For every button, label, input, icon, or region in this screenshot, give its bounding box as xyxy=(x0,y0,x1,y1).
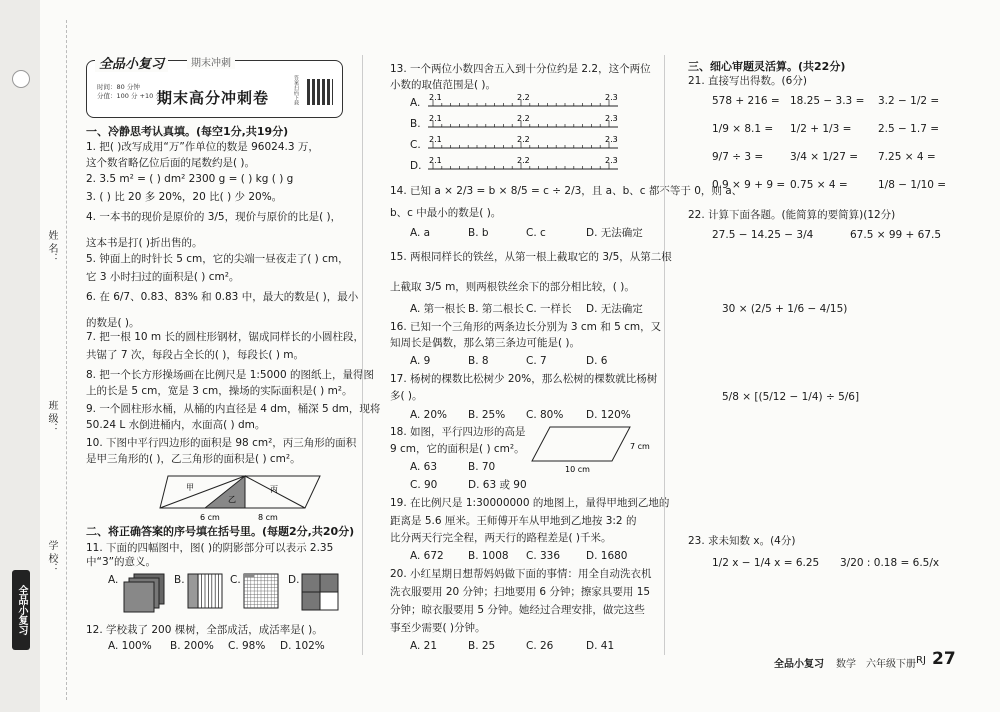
q23-eq-1: 1/2 x − 1/4 x = 6.25 xyxy=(712,557,820,569)
q13-number-line xyxy=(428,113,628,131)
section-1-line: 6. 在 6/7、0.83̇、83% 和 0.83̇ 中，最大的数是( )，最小 xyxy=(86,291,359,303)
q22-expr-4: 5/8 × [(5/12 − 1/4) ÷ 5/6] xyxy=(722,391,860,403)
q13-tick-label: 2.3 xyxy=(605,93,618,102)
q14-line-1: 14. 已知 a × 2/3 = b × 8/5 = c ÷ 2/3，且 a、b、c 都不等于 0，则 a、 xyxy=(390,185,743,197)
q13-tick-label: 2.2 xyxy=(517,135,530,144)
q23-stem: 23. 求未知数 x。(4分) xyxy=(688,535,796,547)
q18-parallelogram xyxy=(532,427,630,461)
q21-item: 1/2 + 1/3 = xyxy=(790,123,852,135)
q16-option[interactable]: A. 9 xyxy=(410,355,431,367)
section-1-line: 它 3 小时扫过的面积是( ) cm²。 xyxy=(86,271,240,283)
q12-option-b[interactable]: B. 200% xyxy=(170,640,214,652)
qr-code-icon[interactable] xyxy=(307,79,333,105)
qr-label: 答案扫码下载 xyxy=(293,75,299,105)
q14-option[interactable]: C. c xyxy=(526,227,546,239)
q16-line-1: 16. 已知一个三角形的两条边长分别为 3 cm 和 5 cm，又 xyxy=(390,321,662,333)
section-1-line: 2. 3.5 m² = ( ) dm² 2300 g = ( ) kg ( ) g xyxy=(86,173,294,185)
q19-option[interactable]: D. 1680 xyxy=(586,550,628,562)
q22-expr-2: 67.5 × 99 + 67.5 xyxy=(850,229,942,241)
q15-option[interactable]: C. 一样长 xyxy=(526,303,572,315)
q18-option[interactable]: C. 90 xyxy=(410,479,438,491)
q20-option[interactable]: B. 25 xyxy=(468,640,496,652)
school-label: 学 校： xyxy=(46,540,57,574)
q17-option[interactable]: B. 25% xyxy=(468,409,506,421)
q10-label-bing: 丙 xyxy=(270,485,278,494)
q13-number-line xyxy=(428,92,628,110)
q13-tick-label: 2.1 xyxy=(429,135,442,144)
q13-tick-label: 2.2 xyxy=(517,156,530,165)
header-subtitle: 期末冲刺 xyxy=(187,54,235,69)
q13-option-label[interactable]: A. xyxy=(410,97,421,109)
q20-option[interactable]: A. 21 xyxy=(410,640,438,652)
q12-option-d[interactable]: D. 102% xyxy=(280,640,325,652)
q10-label-yi: 乙 xyxy=(228,495,236,504)
q16-option[interactable]: B. 8 xyxy=(468,355,489,367)
q14-line-2: b、c 中最小的数是( )。 xyxy=(390,207,502,219)
q21-item: 578 + 216 = xyxy=(712,95,780,107)
q21-stem: 21. 直接写出得数。(6分) xyxy=(688,75,807,87)
footer-grade: 六年级下册 xyxy=(866,659,916,670)
q20-option[interactable]: C. 26 xyxy=(526,640,554,652)
section-1-line: 50.24 L 水倒进桶内，水面高( ) dm。 xyxy=(86,419,266,431)
binding-strip xyxy=(0,0,40,712)
name-label: 姓 名： xyxy=(46,230,57,264)
q22-expr-1: 27.5 − 14.25 − 3/4 xyxy=(712,229,814,241)
header-meta xyxy=(97,83,162,101)
section-3-title: 三、细心审题灵活算。(共22分) xyxy=(688,60,846,73)
q13-tick-label: 2.2 xyxy=(517,114,530,123)
q11-line-2: 中“3”的意义。 xyxy=(86,556,157,568)
q20-line-2: 洗衣服要用 20 分钟；扫地要用 6 分钟；擦家具要用 15 xyxy=(390,586,651,598)
q16-option[interactable]: D. 6 xyxy=(586,355,608,367)
q13-tick-label: 2.1 xyxy=(429,156,442,165)
footer-brand: 全品小复习 xyxy=(774,659,824,670)
q13-tick-label: 2.3 xyxy=(605,156,618,165)
exam-title: 期末高分冲刺卷 xyxy=(157,89,270,107)
q21-item: 9/7 ÷ 3 = xyxy=(712,151,764,163)
q17-option[interactable]: D. 120% xyxy=(586,409,631,421)
q10-figure xyxy=(160,468,330,524)
footer-subject: 数学 xyxy=(836,659,856,670)
q10-len-2: 8 cm xyxy=(258,513,278,522)
q21-item: 3.2 − 1/2 = xyxy=(878,95,940,107)
section-1-line: 3. ( ) 比 20 多 20%，20 比( ) 少 20%。 xyxy=(86,191,283,203)
section-1-line: 4. 一本书的现价是原价的 3/5，现价与原价的比是( )， xyxy=(86,211,342,223)
q21-item: 0.75 × 4 = xyxy=(790,179,848,191)
q15-line-2: 上截取 3/5 m，则两根铁丝余下的部分相比较，( )。 xyxy=(390,281,635,293)
section-1-line: 7. 把一根 10 m 长的圆柱形钢材，锯成同样长的小圆柱段， xyxy=(86,331,364,343)
q17-line-1: 17. 杨树的棵数比松树少 20%，那么松树的棵数就比杨树 xyxy=(390,373,658,385)
q23-eq-2: 3/20 : 0.18 = 6.5/x xyxy=(840,557,940,569)
side-logo: 全品小复习 xyxy=(12,570,30,650)
q16-line-2: 知周长是偶数，那么第三条边可能是( )。 xyxy=(390,337,581,349)
q19-option[interactable]: C. 336 xyxy=(526,550,561,562)
exam-header xyxy=(86,57,343,118)
q11-figure-a xyxy=(124,574,168,614)
section-1-line: 这本书是打( )折出售的。 xyxy=(86,237,203,249)
q19-line-1: 19. 在比例尺是 1:30000000 的地图上，量得甲地到乙地的 xyxy=(390,497,670,509)
q21-item: 0.9 × 9 + 9 = xyxy=(712,179,786,191)
q11-option-d[interactable]: D. xyxy=(288,574,300,586)
exam-time: 时间：80 分钟 xyxy=(97,83,140,91)
q18-option[interactable]: B. 70 xyxy=(468,461,496,473)
q15-option[interactable]: A. 第一根长 xyxy=(410,303,466,315)
cut-line xyxy=(66,20,67,700)
section-1-line: 是甲三角形的( )，乙三角形的面积是( ) cm²。 xyxy=(86,453,301,465)
section-1-line: 9. 一个圆柱形水桶，从桶的内直径是 4 dm，桶深 5 dm，现将 xyxy=(86,403,381,415)
q13-number-line xyxy=(428,134,628,152)
page-number: 27 xyxy=(932,649,956,669)
q18-side-label: 7 cm xyxy=(630,442,650,451)
q15-line-1: 15. 两根同样长的铁丝，从第一根上截取它的 3/5，从第二根 xyxy=(390,251,672,263)
q13-line-2: 小数的取值范围是( )。 xyxy=(390,79,497,91)
section-1-line: 5. 钟面上的时针长 5 cm，它的尖端一昼夜走了( ) cm， xyxy=(86,253,349,265)
q12-option-c[interactable]: C. 98% xyxy=(228,640,266,652)
q12-stem: 12. 学校栽了 200 棵树，全部成活，成活率是( )。 xyxy=(86,624,323,636)
q19-option[interactable]: B. 1008 xyxy=(468,550,509,562)
section-1-line: 8. 把一个长方形操场画在比例尺是 1:5000 的图纸上，量得图 xyxy=(86,369,374,381)
q20-line-4: 事至少需要( )分钟。 xyxy=(390,622,486,634)
q11b-shaded xyxy=(188,574,198,608)
binding-hole-icon xyxy=(12,70,30,88)
column-divider-2 xyxy=(664,55,665,655)
footer-edition: RJ xyxy=(916,655,926,666)
q13-option-label[interactable]: B. xyxy=(410,118,421,130)
q13-tick-label: 2.3 xyxy=(605,114,618,123)
q17-option[interactable]: A. 20% xyxy=(410,409,448,421)
q11-figure-d xyxy=(302,574,340,612)
q14-option[interactable]: A. a xyxy=(410,227,431,239)
q13-line-1: 13. 一个两位小数四舍五入到十分位约是 2.2，这个两位 xyxy=(390,63,651,75)
q17-line-2: 多( )。 xyxy=(390,390,423,402)
q13-tick-label: 2.1 xyxy=(429,93,442,102)
q11-figure-c xyxy=(244,574,280,610)
q13-number-line xyxy=(428,155,628,173)
q13-option-label[interactable]: C. xyxy=(410,139,421,151)
q13-tick-label: 2.1 xyxy=(429,114,442,123)
q11-option-b[interactable]: B. xyxy=(174,574,185,586)
q20-line-1: 20. 小红星期日想帮妈妈做下面的事情：用全自动洗衣机 xyxy=(390,568,652,580)
section-2-title: 二、将正确答案的序号填在括号里。(每题2分,共20分) xyxy=(86,525,355,538)
q18-line-1: 18. 如图，平行四边形的高是 xyxy=(390,426,526,438)
q11c-shaded xyxy=(244,574,254,577)
q11-line-1: 11. 下面的四幅图中，图( )的阴影部分可以表示 2.35 xyxy=(86,542,334,554)
q22-expr-3: 30 × (2/5 + 1/6 − 4/15) xyxy=(722,303,848,315)
q14-option[interactable]: B. b xyxy=(468,227,489,239)
class-label: 班 级： xyxy=(46,400,57,434)
q19-option[interactable]: A. 672 xyxy=(410,550,444,562)
q20-option[interactable]: D. 41 xyxy=(586,640,615,652)
section-1-line: 共锯了 7 次，每段占全长的( )，每段长( ) m。 xyxy=(86,349,304,361)
q10-len-1: 6 cm xyxy=(200,513,220,522)
exam-score: 分值：100 分 +10 分 xyxy=(97,92,162,100)
q13-option-label[interactable]: D. xyxy=(410,160,422,172)
q18-base-label: 10 cm xyxy=(565,465,590,474)
q11-figure-b xyxy=(188,574,224,610)
section-1-line: 1. 把( )改写成用“万”作单位的数是 96024.3 万， xyxy=(86,141,319,153)
q15-option[interactable]: B. 第二根长 xyxy=(468,303,524,315)
q19-line-3: 比分两天行完全程，两天行的路程差是( )千米。 xyxy=(390,532,612,544)
column-divider-1 xyxy=(362,55,363,655)
q11a-cube-1 xyxy=(124,582,154,612)
q21-item: 1/9 × 8.1 = xyxy=(712,123,774,135)
section-1-line: 这个数省略亿位后面的尾数约是( )。 xyxy=(86,157,256,169)
q20-line-3: 分钟；晾衣服要用 5 分钟。她经过合理安排，做完这些 xyxy=(390,604,645,616)
q10-shaded-triangle xyxy=(205,476,245,508)
q12-option-a[interactable]: A. 100% xyxy=(108,640,152,652)
q15-option[interactable]: D. 无法确定 xyxy=(586,303,643,315)
section-1-line: 10. 下图中平行四边形的面积是 98 cm²，丙三角形的面积 xyxy=(86,437,357,449)
header-brand: 全品小复习 xyxy=(95,53,168,72)
q21-item: 3/4 × 1/27 = xyxy=(790,151,859,163)
q22-stem: 22. 计算下面各题。(能简算的要简算)(12分) xyxy=(688,209,896,221)
q21-item: 2.5 − 1.7 = xyxy=(878,123,940,135)
section-1-line: 的数是( )。 xyxy=(86,317,140,329)
q18-option[interactable]: A. 63 xyxy=(410,461,438,473)
q21-item: 18.25 − 3.3 = xyxy=(790,95,865,107)
q21-item: 1/8 − 1/10 = xyxy=(878,179,947,191)
q11-option-c[interactable]: C. xyxy=(230,574,241,586)
section-1-title: 一、冷静思考认真填。(每空1分,共19分) xyxy=(86,125,289,138)
q21-item: 7.25 × 4 = xyxy=(878,151,936,163)
q11-option-a[interactable]: A. xyxy=(108,574,119,586)
q18-figure xyxy=(530,425,650,475)
section-1-line: 上的长是 5 cm，宽是 3 cm，操场的实际面积是( ) m²。 xyxy=(86,385,353,397)
q14-option[interactable]: D. 无法确定 xyxy=(586,227,643,239)
q17-option[interactable]: C. 80% xyxy=(526,409,564,421)
q13-tick-label: 2.2 xyxy=(517,93,530,102)
q16-option[interactable]: C. 7 xyxy=(526,355,547,367)
q19-line-2: 距离是 5.6 厘米。王师傅开车从甲地到乙地按 3:2 的 xyxy=(390,515,637,527)
q18-option[interactable]: D. 63 或 90 xyxy=(468,479,527,491)
q13-tick-label: 2.3 xyxy=(605,135,618,144)
q18-line-2: 9 cm，它的面积是( ) cm²。 xyxy=(390,443,525,455)
q10-label-jia: 甲 xyxy=(186,483,194,492)
